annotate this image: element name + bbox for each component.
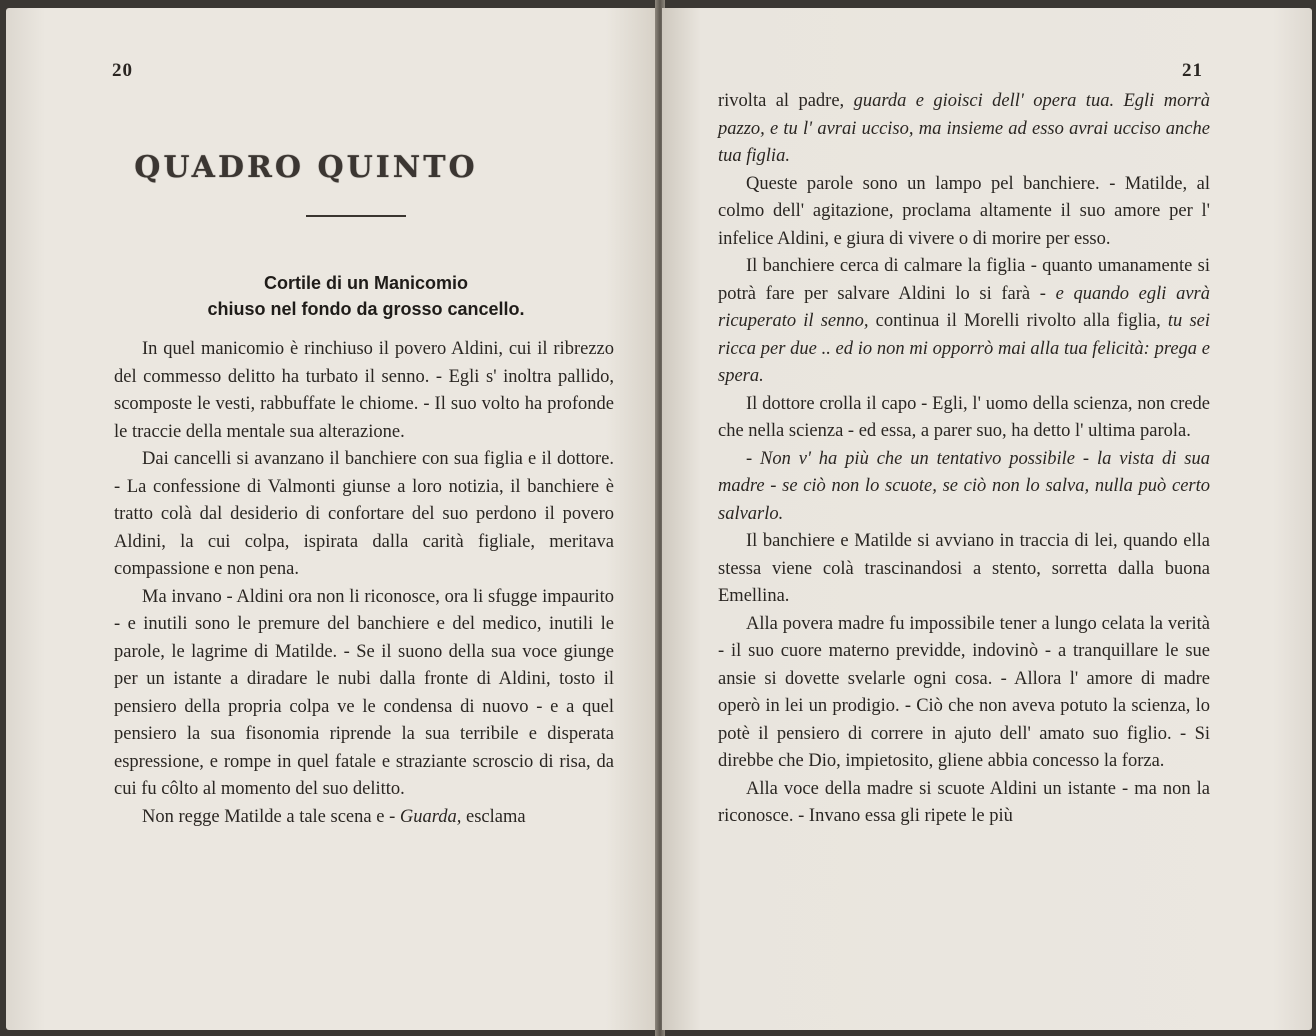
scene-title [56, 270, 658, 322]
paragraph: Alla voce della madre si scuote Aldini un istante - ma non la riconosce. - Invano essa gli ripete le più [718, 778, 1210, 826]
text-run: continua il Morelli rivolto alla figlia, [868, 311, 1168, 331]
text-run: Il banchiere cerca di calmare la figlia - quanto umanamente si potrà fare per salvare Aldini lo si farà - [718, 256, 1210, 304]
italic-run: Guarda, [399, 806, 462, 827]
paragraph [114, 804, 614, 832]
left-page [6, 8, 658, 1030]
text-run: esclama [461, 806, 526, 827]
paragraph: Queste parole sono un lampo pel banchiere. - Matilde, al colmo dell' agitazione, proclama altamente il suo amore per l' infelice Aldini, e giura di vivere o di morire per esso. [718, 173, 1210, 249]
scene-title-line1: Cortile di un Manicomio [263, 273, 468, 293]
paragraph: In quel manicomio è rinchiuso il povero Aldini, cui il ribrezzo del commesso delitto ha turbato il senno. - Egli s' inoltra pallido, scomposte le vesti, rabbuffate le chiome. - Il suo volto ha profonde le traccie della mentale sua alterazione. [114, 339, 614, 442]
paragraph: Ma invano - Aldini ora non li riconosce, ora li sfugge impaurito - e inutili sono le premure del banchiere e del medico, inutili le parole, le lagrime di Matilde. - Se il suono della sua voce giunge per un istante a diradare le nubi dalla fronte di Aldini, tosto il pensiero della propria colpa ve le condensa di nuovo - e a quel pensiero la sua fisonomia riprende la sua terribile e disperata espressione, e rompe in quel fatale e straziante scroscio di risa, da cui fu côlto al momento del suo delitto. [114, 586, 614, 799]
paragraph [718, 88, 1210, 171]
right-body-text [718, 88, 1210, 831]
paragraph: Dai cancelli si avanzano il banchiere con sua figlia e il dottore. - La confessione di Valmonti giunse a loro notizia, il banchiere è tratto colà dal desiderio di confortare del suo perdono il povero Aldini, la cui colpa, ispirata dalla carità figliale, meritava compassione e non pena. [114, 449, 614, 579]
paragraph [718, 446, 1210, 529]
scene-title-line2: chiuso nel fondo da grosso cancello. [207, 299, 525, 319]
ornament-divider [306, 212, 406, 220]
italic-run: e quando egli avrà ricuperato il senno, [718, 283, 1210, 331]
chapter-heading: QUADRO QUINTO [134, 150, 478, 185]
page-number-right: 21 [1182, 60, 1203, 81]
paragraph: Il dottore crolla il capo - Egli, l' uomo della scienza, non crede che nella scienza - ed essa, a parer suo, ha detto l' ultima parola. [718, 393, 1210, 441]
paragraph: Alla povera madre fu impossibile tener a lungo celata la verità - il suo cuore materno previdde, indovinò - a tranquillare le sue ansie si dovette svelarle ogni cosa. - Allora l' amore di madre operò in lei un prodigio. - Ciò che non aveva potuto la scienza, lo potè il pensiero di correre in ajuto dell' amato suo figlio. - Si direbbe che Dio, impietosito, gliene abbia concesso la forza. [718, 613, 1210, 771]
text-run: Non regge Matilde a tale scena e - [142, 806, 400, 827]
left-body-text [114, 336, 614, 831]
right-page [662, 8, 1312, 1030]
text-run: rivolta al padre, [718, 91, 854, 111]
divider-line [306, 215, 406, 217]
paragraph: Il banchiere e Matilde si avviano in traccia di lei, quando ella stessa viene colà trascinandosi a stento, sorretta dalla buona Emellina. [718, 531, 1210, 606]
page-number-left: 20 [112, 60, 133, 81]
paragraph [718, 253, 1210, 391]
italic-run: guarda e gioisci dell' opera tua. Egli morrà pazzo, e tu l' avrai ucciso, ma insieme ad esso avrai ucciso anche tua figlia. [718, 91, 1210, 166]
italic-run: tu sei ricca per due .. ed io non mi opporrò mai alla tua felicità: prega e spera. [718, 311, 1211, 386]
italic-run: - Non v' ha più che un tentativo possibile - la vista di sua madre - se ciò non lo scuote, se ciò non lo salva, nulla può certo salvarlo. [718, 448, 1210, 524]
